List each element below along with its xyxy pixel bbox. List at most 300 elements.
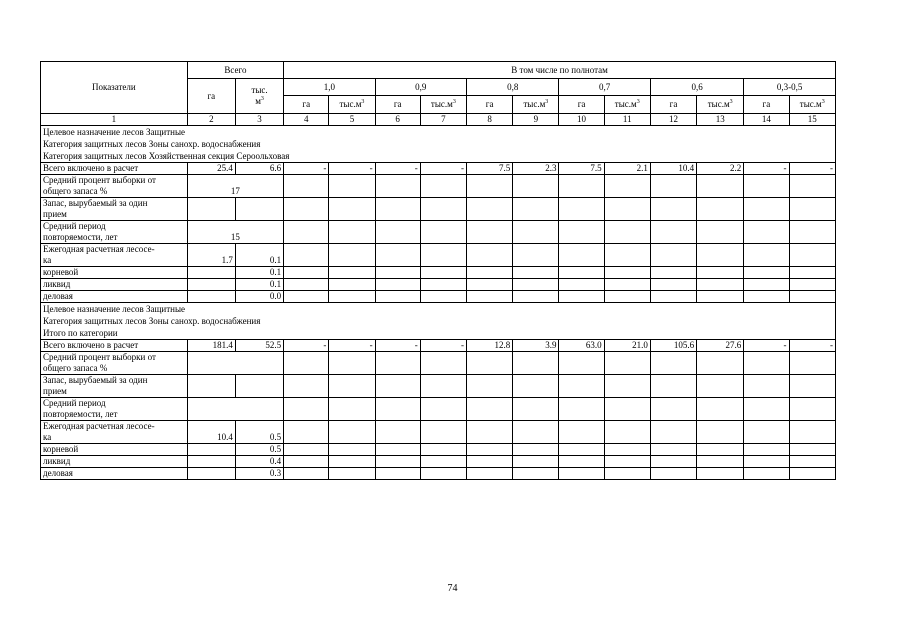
table-row [41, 198, 836, 221]
table-cell [375, 221, 420, 244]
table-cell: 0.5 [235, 444, 283, 456]
table-cell [187, 375, 235, 398]
table-cell [187, 444, 235, 456]
table-cell [744, 244, 789, 267]
column-number: 8 [467, 114, 513, 126]
column-number: 12 [650, 114, 696, 126]
unit-volume: $тыс.м^3$ [697, 96, 744, 114]
table-cell [789, 352, 836, 375]
table-cell: 3.9 [513, 340, 559, 352]
table-cell [467, 398, 513, 421]
table-cell [329, 421, 375, 444]
table-cell [420, 456, 466, 468]
table-cell [284, 468, 329, 480]
table-cell [650, 175, 696, 198]
table-cell [697, 198, 744, 221]
unit-volume: $тыс.м^3$ [420, 96, 466, 114]
unit-ha: га [467, 96, 513, 114]
table-cell: 2.2 [697, 163, 744, 175]
table-cell [375, 468, 420, 480]
table-cell [375, 398, 420, 421]
header-total-ha: га [187, 79, 235, 114]
table-row [41, 444, 836, 456]
table-cell [187, 398, 283, 421]
table-cell [329, 291, 375, 303]
table-cell: 0.1 [235, 267, 283, 279]
table-cell [744, 221, 789, 244]
table-cell [513, 398, 559, 421]
table-cell [467, 352, 513, 375]
section-heading-line: Категория защитных лесов Зоны санохр. водоснабжения [43, 139, 261, 149]
header-density-1: 1,0 [284, 79, 375, 96]
section-heading [41, 303, 836, 340]
table-cell [284, 352, 329, 375]
table-cell [284, 198, 329, 221]
table-cell [513, 456, 559, 468]
table-cell [604, 244, 650, 267]
row-label: Средний процент выборки от общего запаса % [41, 175, 188, 198]
column-number: 4 [284, 114, 329, 126]
table-cell: - [284, 163, 329, 175]
table-cell: 10.4 [187, 421, 235, 444]
table-cell [420, 175, 466, 198]
table-cell [329, 198, 375, 221]
unit-volume: $тыс.м^3$ [513, 96, 559, 114]
table-cell [559, 291, 604, 303]
table-cell [559, 175, 604, 198]
table-cell: - [789, 163, 836, 175]
table-cell [604, 444, 650, 456]
table-cell [467, 421, 513, 444]
table-cell [284, 244, 329, 267]
table-cell: - [329, 340, 375, 352]
table-cell [604, 468, 650, 480]
row-label: Запас, вырубаемый за один прием [41, 198, 188, 221]
column-number: 15 [789, 114, 836, 126]
table-cell [375, 267, 420, 279]
table-cell [375, 291, 420, 303]
section-heading-row [41, 303, 836, 340]
table-row [41, 398, 836, 421]
header-indicators: Показатели [41, 62, 188, 114]
table-cell [375, 279, 420, 291]
table-cell [284, 444, 329, 456]
unit-volume: $тыс.м^3$ [604, 96, 650, 114]
table-cell [650, 468, 696, 480]
table-cell [420, 221, 466, 244]
table-cell [744, 468, 789, 480]
table-cell [187, 352, 283, 375]
table-cell [375, 421, 420, 444]
table-cell [697, 279, 744, 291]
table-cell [420, 198, 466, 221]
unit-ha: га [375, 96, 420, 114]
table-cell [789, 468, 836, 480]
table-cell [650, 352, 696, 375]
section-heading-line: Категория защитных лесов Хозяйственная секция Сероольховая [43, 151, 290, 161]
table-cell [513, 375, 559, 398]
table-cell [789, 421, 836, 444]
column-number: 6 [375, 114, 420, 126]
table-cell [604, 456, 650, 468]
row-label: Средний период повторяемости, лет [41, 398, 188, 421]
table-cell [375, 198, 420, 221]
column-number: 2 [187, 114, 235, 126]
table-cell [329, 244, 375, 267]
table-cell: - [420, 163, 466, 175]
table-cell [513, 267, 559, 279]
table-cell [650, 444, 696, 456]
table-cell [789, 456, 836, 468]
table-row [41, 221, 836, 244]
column-number: 3 [235, 114, 283, 126]
column-number: 10 [559, 114, 604, 126]
table-cell [697, 352, 744, 375]
unit-volume: $тыс.м^3$ [789, 96, 836, 114]
table-cell: - [744, 163, 789, 175]
table-cell [604, 375, 650, 398]
table-cell: 7.5 [559, 163, 604, 175]
table-cell [789, 267, 836, 279]
table-cell [697, 444, 744, 456]
table-cell [697, 398, 744, 421]
table-cell: 25.4 [187, 163, 235, 175]
table-cell [284, 291, 329, 303]
table-cell [420, 398, 466, 421]
table-cell [604, 198, 650, 221]
table-cell [650, 456, 696, 468]
table-cell: 2.3 [513, 163, 559, 175]
table-cell: 0.0 [235, 291, 283, 303]
table-cell [789, 291, 836, 303]
table-row [41, 267, 836, 279]
table-cell [744, 279, 789, 291]
table-cell [789, 398, 836, 421]
table-cell: - [789, 340, 836, 352]
table-cell [329, 456, 375, 468]
row-label: Ежегодная расчетная лесосе- ка [41, 244, 188, 267]
table-cell: - [375, 340, 420, 352]
table-cell [467, 456, 513, 468]
section-heading-line: Целевое назначение лесов Защитные [43, 127, 185, 137]
table-cell: 10.4 [650, 163, 696, 175]
table-cell [744, 456, 789, 468]
table-cell [420, 352, 466, 375]
table-cell [559, 279, 604, 291]
table-cell [187, 291, 235, 303]
section-heading-line: Целевое назначение лесов Защитные [43, 304, 185, 314]
table-cell [650, 244, 696, 267]
table-cell [467, 375, 513, 398]
header-density-3: 0,8 [467, 79, 559, 96]
table-cell [187, 456, 235, 468]
table-cell: - [420, 340, 466, 352]
row-label: ликвид [41, 456, 188, 468]
table-cell [789, 279, 836, 291]
column-number: 5 [329, 114, 375, 126]
table-cell [697, 375, 744, 398]
table-cell [375, 244, 420, 267]
table-row [41, 175, 836, 198]
table-cell [744, 398, 789, 421]
table-cell [513, 198, 559, 221]
table-cell: - [329, 163, 375, 175]
table-cell: 6.6 [235, 163, 283, 175]
table-cell [559, 267, 604, 279]
table-cell [744, 198, 789, 221]
table-cell [697, 468, 744, 480]
table-cell [789, 198, 836, 221]
table-cell: - [744, 340, 789, 352]
table-cell [420, 421, 466, 444]
column-number: 1 [41, 114, 188, 126]
table-cell [187, 279, 235, 291]
table-cell [329, 444, 375, 456]
table-cell [559, 375, 604, 398]
table-cell [697, 267, 744, 279]
table-cell [513, 221, 559, 244]
table-row [41, 163, 836, 175]
table-row [41, 279, 836, 291]
table-cell [187, 198, 235, 221]
header-total-volume: тыс. $м^3$ [235, 79, 283, 114]
table-cell [604, 175, 650, 198]
table-cell [513, 279, 559, 291]
unit-volume: $тыс.м^3$ [329, 96, 375, 114]
table-cell [284, 221, 329, 244]
unit-ha: га [650, 96, 696, 114]
table-cell [604, 267, 650, 279]
table-cell [697, 175, 744, 198]
table-cell [284, 175, 329, 198]
table-cell [789, 221, 836, 244]
table-cell [284, 375, 329, 398]
table-cell [604, 291, 650, 303]
table-cell [375, 175, 420, 198]
table-row [41, 340, 836, 352]
table-cell: 17 [187, 175, 283, 198]
table-cell [697, 244, 744, 267]
row-label: Запас, вырубаемый за один прием [41, 375, 188, 398]
table-cell [744, 375, 789, 398]
table-cell [329, 175, 375, 198]
header-density-6: 0,3-0,5 [744, 79, 836, 96]
table-cell: 2.1 [604, 163, 650, 175]
table-row [41, 421, 836, 444]
table-cell [375, 456, 420, 468]
table-cell: 52.5 [235, 340, 283, 352]
table-cell [559, 352, 604, 375]
table-cell: 0.1 [235, 279, 283, 291]
table-cell [420, 267, 466, 279]
table-cell [559, 421, 604, 444]
table-cell [467, 279, 513, 291]
table-cell [329, 468, 375, 480]
unit-ha: га [744, 96, 789, 114]
table-cell [467, 444, 513, 456]
section-heading [41, 126, 836, 163]
table-cell: 181.4 [187, 340, 235, 352]
table-cell [650, 291, 696, 303]
table-cell [284, 279, 329, 291]
table-cell [697, 291, 744, 303]
table-cell [559, 468, 604, 480]
header-row-1 [41, 62, 836, 79]
unit-ha: га [284, 96, 329, 114]
table-cell [187, 468, 235, 480]
header-density-2: 0,9 [375, 79, 466, 96]
table-cell: 0.1 [235, 244, 283, 267]
table-cell [420, 279, 466, 291]
row-label: Средний процент выборки от общего запаса % [41, 352, 188, 375]
table-cell [420, 468, 466, 480]
table-cell: 15 [187, 221, 283, 244]
table-cell: 63.0 [559, 340, 604, 352]
table-cell [650, 279, 696, 291]
table-cell: 7.5 [467, 163, 513, 175]
table-cell [559, 244, 604, 267]
table-cell [467, 291, 513, 303]
table-cell [789, 175, 836, 198]
header-including: В том числе по полнотам [284, 62, 836, 79]
table-cell [235, 375, 283, 398]
table-cell [604, 421, 650, 444]
column-number: 9 [513, 114, 559, 126]
table-row [41, 468, 836, 480]
table-cell [697, 221, 744, 244]
table-cell [604, 279, 650, 291]
unit-ha: га [559, 96, 604, 114]
table-cell [329, 352, 375, 375]
table-cell [513, 468, 559, 480]
row-label: корневой [41, 267, 188, 279]
table-cell [650, 375, 696, 398]
table-cell [513, 244, 559, 267]
column-number: 11 [604, 114, 650, 126]
table-cell: 27.6 [697, 340, 744, 352]
row-label: Всего включено в расчет [41, 163, 188, 175]
table-cell [329, 221, 375, 244]
table-cell [420, 444, 466, 456]
table-cell: - [375, 163, 420, 175]
table-cell [329, 267, 375, 279]
table-cell [467, 175, 513, 198]
table-cell: 21.0 [604, 340, 650, 352]
table-cell [284, 398, 329, 421]
header-density-4: 0,7 [559, 79, 650, 96]
table-cell [559, 456, 604, 468]
column-number: 7 [420, 114, 466, 126]
table-cell [513, 175, 559, 198]
table-cell [559, 221, 604, 244]
table-cell [284, 456, 329, 468]
row-label: корневой [41, 444, 188, 456]
page-number: 74 [447, 583, 458, 594]
table-cell [650, 398, 696, 421]
table-cell [420, 244, 466, 267]
table-cell [650, 267, 696, 279]
table-cell [744, 352, 789, 375]
table-cell [513, 291, 559, 303]
header-density-5: 0,6 [650, 79, 743, 96]
table-cell [789, 375, 836, 398]
section-heading-row [41, 126, 836, 163]
table-row [41, 291, 836, 303]
table-row [41, 456, 836, 468]
table-cell [697, 421, 744, 444]
table-cell [789, 444, 836, 456]
row-label: Всего включено в расчет [41, 340, 188, 352]
row-label: Ежегодная расчетная лесосе- ка [41, 421, 188, 444]
table-cell [744, 444, 789, 456]
table-row [41, 244, 836, 267]
table-cell [744, 267, 789, 279]
table-cell [744, 291, 789, 303]
table-cell [650, 421, 696, 444]
table-cell [513, 421, 559, 444]
table-cell [467, 468, 513, 480]
section-heading-line: Итого по категории [43, 328, 118, 338]
table-cell: 0.3 [235, 468, 283, 480]
table-cell [375, 352, 420, 375]
table-cell [559, 398, 604, 421]
row-label: деловая [41, 468, 188, 480]
table-cell [604, 398, 650, 421]
table-cell [604, 221, 650, 244]
table-cell [559, 444, 604, 456]
table-cell: 12.8 [467, 340, 513, 352]
table-row [41, 352, 836, 375]
section-heading-line: Категория защитных лесов Зоны санохр. водоснабжения [43, 316, 261, 326]
table-cell [513, 352, 559, 375]
table-cell [467, 267, 513, 279]
table-cell [329, 375, 375, 398]
table-cell [467, 221, 513, 244]
column-number: 13 [697, 114, 744, 126]
table-cell [187, 267, 235, 279]
table-cell [329, 279, 375, 291]
table-cell: 0.5 [235, 421, 283, 444]
table-cell [284, 267, 329, 279]
header-total: Всего [187, 62, 283, 79]
table-cell: 1.7 [187, 244, 235, 267]
table-cell [235, 198, 283, 221]
table-cell [329, 398, 375, 421]
table-cell [420, 375, 466, 398]
table-cell [697, 456, 744, 468]
column-number: 14 [744, 114, 789, 126]
table-cell [375, 444, 420, 456]
table-cell [559, 198, 604, 221]
row-label: ликвид [41, 279, 188, 291]
table-cell [650, 221, 696, 244]
row-label: Средний период повторяемости, лет [41, 221, 188, 244]
table-cell [513, 444, 559, 456]
table-cell [744, 421, 789, 444]
table-cell [375, 375, 420, 398]
table-cell [744, 175, 789, 198]
row-label: деловая [41, 291, 188, 303]
table-cell: 105.6 [650, 340, 696, 352]
table-row [41, 375, 836, 398]
table-cell [467, 198, 513, 221]
table-cell [650, 198, 696, 221]
table-cell: - [284, 340, 329, 352]
column-numbers-row [41, 114, 836, 126]
table-cell [789, 244, 836, 267]
forest-table [40, 61, 836, 480]
table-cell [420, 291, 466, 303]
